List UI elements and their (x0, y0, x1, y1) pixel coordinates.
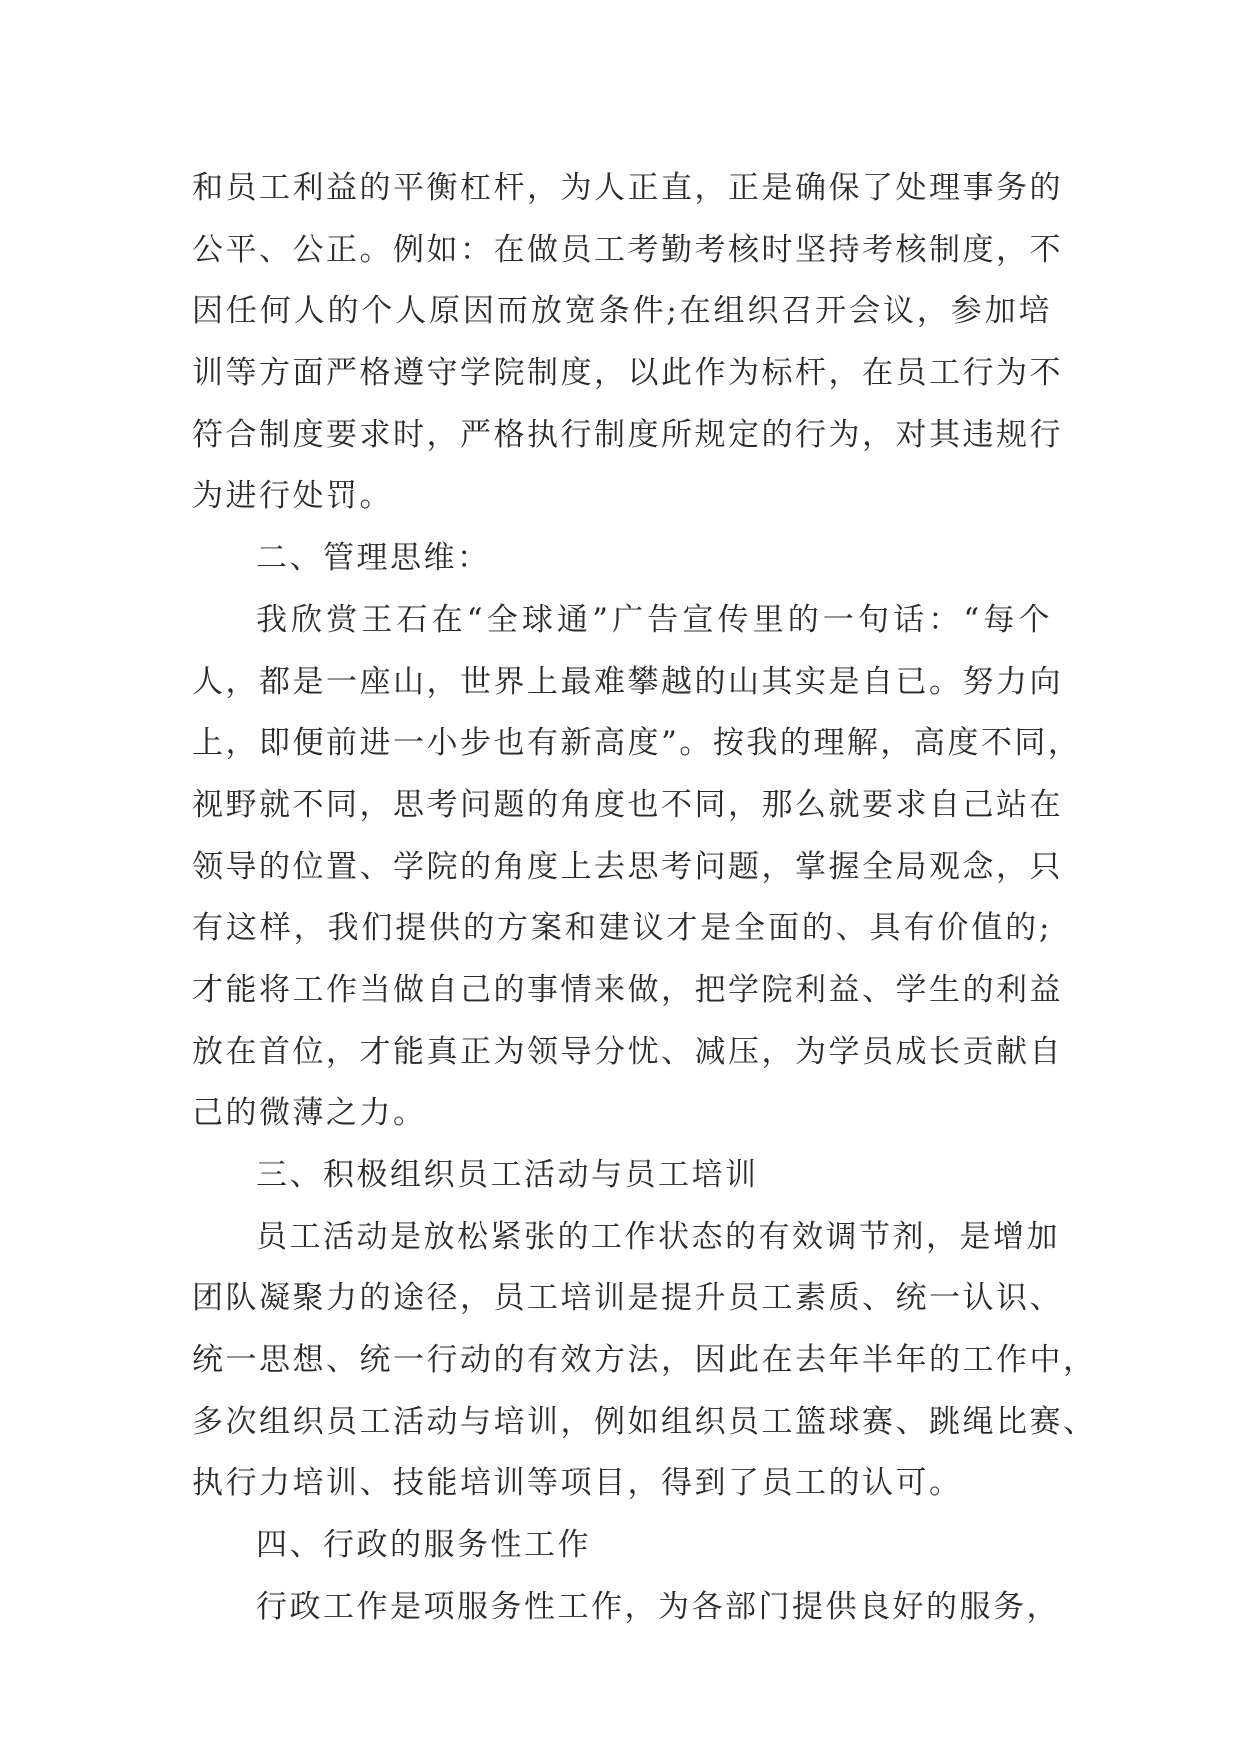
text-line: 符合制度要求时，严格执行制度所规定的行为，对其违规行 (192, 416, 1063, 453)
text-line: 员工活动是放松紧张的工作状态的有效调节剂，是增加 (256, 1218, 1060, 1255)
text-line: 团队凝聚力的途径，员工培训是提升员工素质、统一认识、 (192, 1280, 1063, 1317)
text-line: 放在首位，才能真正为领导分忧、减压，为学员成长贡献自 (192, 1033, 1063, 1070)
text-line: 我欣赏王石在“全球通”广告宣传里的一句话：“每个 (256, 601, 1052, 638)
text-line: 多次组织员工活动与培训，例如组织员工篮球赛、跳绳比赛、 (192, 1403, 1097, 1440)
section-heading: 二、管理思维： (256, 540, 491, 577)
text-line: 公平、公正。例如：在做员工考勤考核时坚持考核制度，不 (192, 231, 1063, 268)
section-heading: 四、行政的服务性工作 (256, 1527, 591, 1564)
text-line: 才能将工作当做自己的事情来做，把学院利益、学生的利益 (192, 971, 1063, 1008)
text-line: 训等方面严格遵守学院制度，以此作为标杆，在员工行为不 (192, 355, 1063, 392)
text-line: 为进行处罚。 (192, 478, 393, 515)
text-line: 上，即便前进一小步也有新高度”。按我的理解，高度不同， (192, 725, 1082, 762)
text-line: 行政工作是项服务性工作，为各部门提供良好的服务， (256, 1588, 1060, 1625)
text-line: 和员工利益的平衡杠杆，为人正直，正是确保了处理事务的 (192, 170, 1063, 206)
text-line: 因任何人的个人原因而放宽条件;在组织召开会议，参加培 (192, 293, 1052, 330)
text-line: 执行力培训、技能培训等项目，得到了员工的认可。 (192, 1465, 963, 1502)
text-line: 有这样，我们提供的方案和建议才是全面的、具有价值的; (192, 910, 1052, 947)
section-heading: 三、积极组织员工活动与员工培训 (256, 1157, 759, 1193)
body-text (192, 158, 1097, 1639)
text-line: 视野就不同，思考问题的角度也不同，那么就要求自己站在 (192, 786, 1063, 823)
text-line: 己的微薄之力。 (192, 1095, 427, 1132)
text-line: 领导的位置、学院的角度上去思考问题，掌握全局观念，只 (192, 848, 1063, 885)
text-line: 统一思想、统一行动的有效方法，因此在去年半年的工作中， (192, 1342, 1097, 1379)
text-line: 人，都是一座山，世界上最难攀越的山其实是自已。努力向 (192, 663, 1063, 700)
